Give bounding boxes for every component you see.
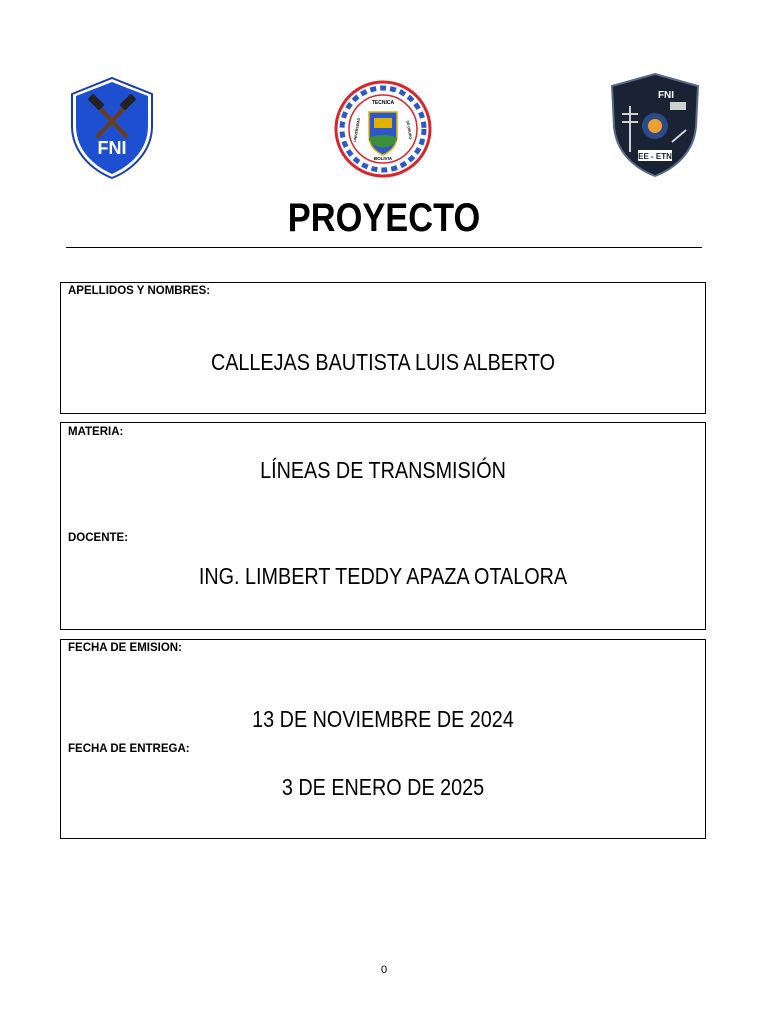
- fni-dark-shield-icon: [608, 72, 702, 178]
- teacher-value: ING. LIMBERT TEDDY APAZA OTALORA: [198, 563, 568, 589]
- student-name-value: CALLEJAS BAUTISTA LUIS ALBERTO: [210, 349, 556, 375]
- student-name-box: [60, 282, 706, 414]
- subject-value: LÍNEAS DE TRANSMISIÓN: [260, 457, 506, 483]
- dates-box: [60, 639, 706, 839]
- page-number: 0: [380, 964, 388, 976]
- issue-date-value: 13 DE NOVIEMBRE DE 2024: [252, 706, 514, 732]
- due-date-value: 3 DE ENERO DE 2025: [281, 774, 485, 800]
- student-name-label: APELLIDOS Y NOMBRES:: [68, 285, 211, 297]
- issue-date-label: FECHA DE EMISION:: [68, 642, 182, 654]
- svg-text:EE - ETN: EE - ETN: [638, 152, 672, 161]
- title-divider: [66, 247, 702, 248]
- fni-shield-icon: [68, 76, 156, 180]
- fni-logo-right: [608, 72, 702, 178]
- subject-label: MATERIA:: [68, 426, 124, 438]
- page-title: PROYECTO: [287, 196, 481, 240]
- subject-teacher-box: [60, 422, 706, 630]
- fni-logo-left: [68, 76, 156, 180]
- svg-text:FNI: FNI: [97, 138, 127, 158]
- teacher-label: DOCENTE:: [68, 532, 129, 544]
- svg-text:FNI: FNI: [657, 90, 675, 101]
- university-seal-icon: [334, 78, 432, 180]
- due-date-label: FECHA DE ENTREGA:: [68, 743, 190, 755]
- svg-text:DE ORURO: DE ORURO: [405, 120, 413, 140]
- svg-text:TECNICA: TECNICA: [371, 100, 395, 106]
- svg-text:UNIVERSIDAD: UNIVERSIDAD: [352, 117, 362, 143]
- svg-text:BOLIVIA: BOLIVIA: [373, 156, 393, 161]
- university-seal-logo: [334, 78, 432, 180]
